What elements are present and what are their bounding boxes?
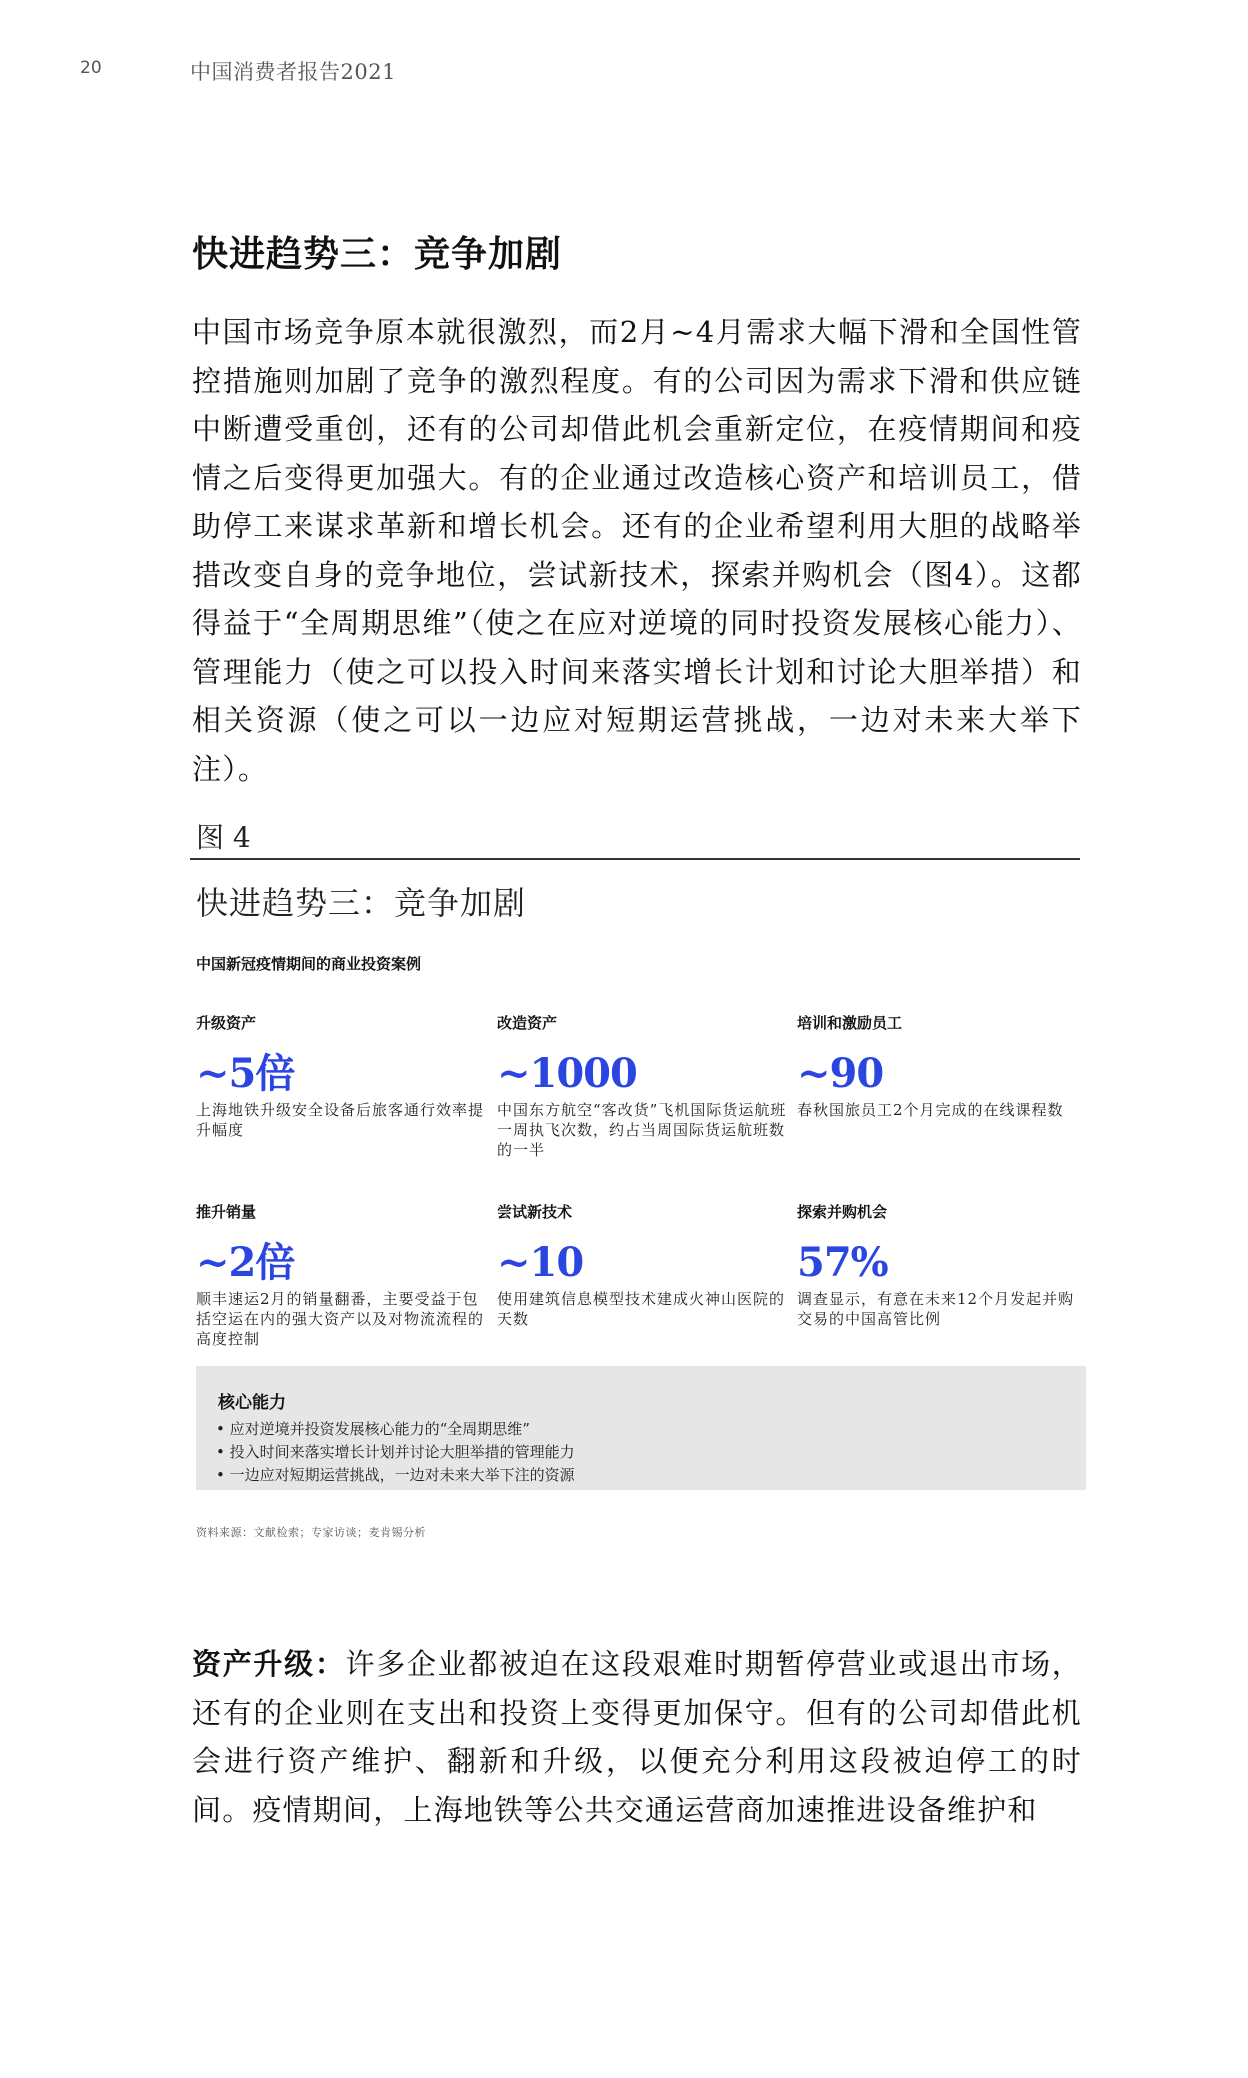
- stat-value: ~10: [497, 1239, 584, 1286]
- stat-description: 上海地铁升级安全设备后旅客通行效率提升幅度: [196, 1101, 485, 1139]
- figure-subtitle: 中国新冠疫情期间的商业投资案例: [196, 955, 422, 973]
- figure-title: 快进趋势三：竞争加剧: [196, 884, 527, 922]
- stat-value: ~2倍: [196, 1239, 295, 1286]
- section-title: 快进趋势三：竞争加剧: [192, 233, 563, 275]
- running-title: 中国消费者报告2021: [190, 60, 396, 84]
- stat-label: 推升销量: [196, 1203, 257, 1221]
- stat-value: ~5倍: [196, 1050, 295, 1097]
- stat-value: ~1000: [497, 1050, 637, 1097]
- list-item: • 投入时间来落实增长计划并讨论大胆举措的管理能力: [216, 1441, 575, 1464]
- list-item: • 一边应对短期运营挑战，一边对未来大举下注的资源: [216, 1464, 575, 1487]
- stat-label: 升级资产: [196, 1014, 257, 1032]
- stat-label: 尝试新技术: [497, 1203, 573, 1221]
- stat-new-technology: [497, 1201, 787, 1329]
- intro-paragraph: [192, 308, 1082, 793]
- stat-m-and-a: [797, 1201, 1087, 1329]
- stat-value: 57%: [797, 1239, 888, 1286]
- stat-value: ~90: [797, 1050, 884, 1097]
- asset-upgrade-lead: 资产升级：: [192, 1647, 346, 1681]
- figure-label: 图 4: [196, 821, 251, 854]
- asset-upgrade-text: 许多企业都被迫在这段艰难时期暂停营业或退出市场，还有的企业则在支出和投资上变得更加保守。但有的公司却借此机会进行资产维护、翻新和升级，以便充分利用这段被迫停工的时间。疫情期间，上海地铁等公共交通运营商加速推进设备维护和: [192, 1647, 1082, 1827]
- asset-upgrade-paragraph: [192, 1640, 1082, 1834]
- core-capabilities-title: 核心能力: [218, 1393, 286, 1413]
- stat-description: 春秋国旅员工2个月完成的在线课程数: [797, 1101, 1064, 1119]
- figure-divider: [190, 858, 1080, 860]
- stat-description: 调查显示，有意在未来12个月发起并购交易的中国高管比例: [797, 1290, 1075, 1328]
- stat-description: 顺丰速运2月的销量翻番，主要受益于包括空运在内的强大资产以及对物流流程的高度控制: [196, 1290, 485, 1348]
- stat-upgrade-assets: [196, 1012, 486, 1140]
- intro-paragraph-text: 中国市场竞争原本就很激烈，而2月~4月需求大幅下滑和全国性管控措施则加剧了竞争的激烈程度。有的公司因为需求下滑和供应链中断遭受重创，还有的公司却借此机会重新定位，在疫情期间和疫情之后变得更加强大。有的企业通过改造核心资产和培训员工，借助停工来谋求革新和增长机会。还有的企业希望利用大胆的战略举措改变自身的竞争地位，尝试新技术，探索并购机会（图4）。这都得益于“全周期思维”（使之在应对逆境的同时投资发展核心能力）、管理能力（使之可以投入时间来落实增长计划和讨论大胆举措）和相关资源（使之可以一边应对短期运营挑战，一边对未来大举下注）。: [192, 315, 1082, 786]
- stat-label: 探索并购机会: [797, 1203, 888, 1221]
- stat-label: 培训和激励员工: [797, 1014, 903, 1032]
- stat-description: 中国东方航空“客改货”飞机国际货运航班一周执飞次数，约占当周国际货运航班数的一半: [497, 1101, 787, 1159]
- stat-transform-assets: [497, 1012, 787, 1160]
- core-capabilities-list: [216, 1418, 575, 1487]
- page-number: 20: [80, 58, 102, 78]
- core-capabilities-box: [196, 1366, 1086, 1490]
- figure-source: 资料来源：文献检索；专家访谈；麦肯锡分析: [196, 1526, 426, 1539]
- list-item: • 应对逆境并投资发展核心能力的“全周期思维”: [216, 1418, 575, 1441]
- stat-boost-sales: [196, 1201, 486, 1349]
- stat-label: 改造资产: [497, 1014, 558, 1032]
- stat-description: 使用建筑信息模型技术建成火神山医院的天数: [497, 1290, 786, 1328]
- stat-train-employees: [797, 1012, 1087, 1120]
